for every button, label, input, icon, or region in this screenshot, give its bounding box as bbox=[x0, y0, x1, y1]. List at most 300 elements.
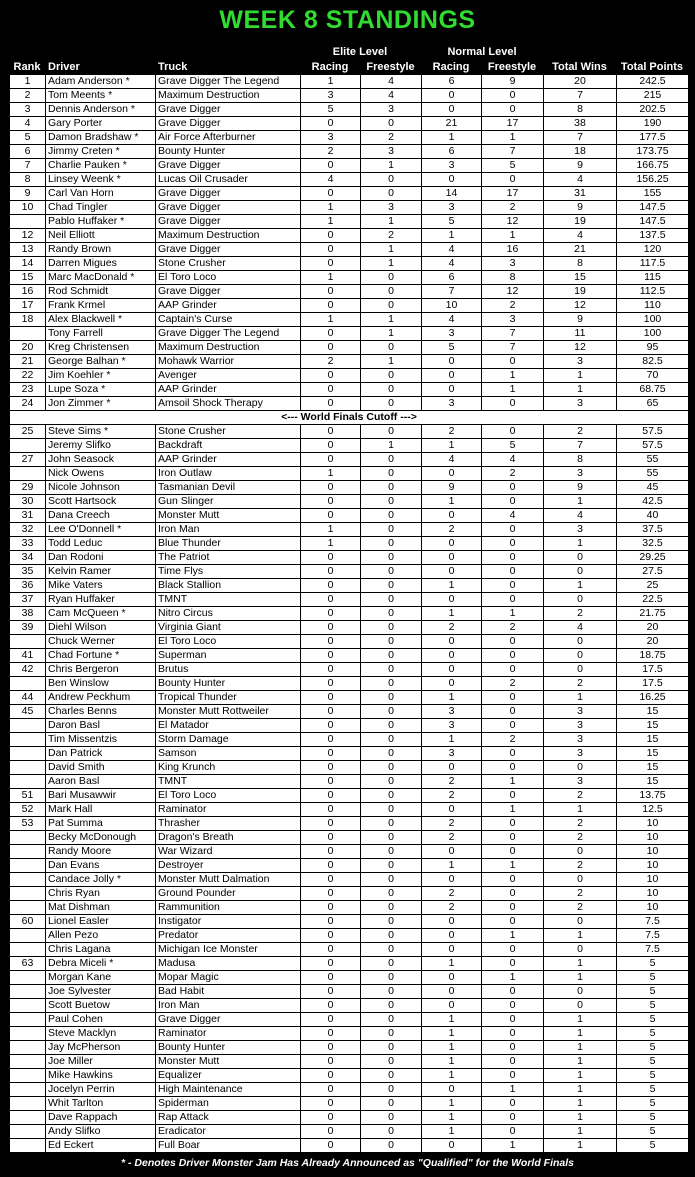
cell-elite-racing: 0 bbox=[301, 1041, 361, 1055]
cell-truck: Storm Damage bbox=[156, 733, 301, 747]
cell-elite-racing: 0 bbox=[301, 817, 361, 831]
cell-total-points: 15 bbox=[617, 775, 689, 789]
cell-elite-racing: 3 bbox=[301, 89, 361, 103]
cell-driver: John Seasock bbox=[46, 453, 156, 467]
cell-total-wins: 0 bbox=[544, 565, 617, 579]
col-header-normal-racing: Racing bbox=[432, 61, 470, 73]
table-row bbox=[10, 565, 689, 579]
table-row bbox=[10, 285, 689, 299]
cell-driver: Jimmy Creten * bbox=[46, 145, 156, 159]
cell-rank: 36 bbox=[10, 579, 46, 593]
cell-driver: Whit Tarlton bbox=[46, 1097, 156, 1111]
cell-truck: Grave Digger bbox=[156, 1013, 301, 1027]
table-row bbox=[10, 383, 689, 397]
cell-total-wins: 1 bbox=[544, 1013, 617, 1027]
cell-elite-freestyle: 0 bbox=[361, 425, 422, 439]
cell-normal-racing: 1 bbox=[422, 1069, 482, 1083]
cell-rank: 23 bbox=[10, 383, 46, 397]
cell-elite-racing: 0 bbox=[301, 747, 361, 761]
table-row bbox=[10, 999, 689, 1013]
cell-total-points: 5 bbox=[617, 1027, 689, 1041]
cell-rank: 10 bbox=[10, 201, 46, 215]
standings-body bbox=[10, 75, 689, 1153]
cell-normal-freestyle: 2 bbox=[482, 467, 544, 481]
cell-driver: Mark Hall bbox=[46, 803, 156, 817]
cell-elite-freestyle: 0 bbox=[361, 859, 422, 873]
cell-elite-freestyle: 0 bbox=[361, 929, 422, 943]
cell-total-points: 55 bbox=[617, 453, 689, 467]
table-row bbox=[10, 201, 689, 215]
cell-truck: Grave Digger bbox=[156, 201, 301, 215]
table-row bbox=[10, 89, 689, 103]
cell-total-wins: 8 bbox=[544, 257, 617, 271]
cell-elite-freestyle: 0 bbox=[361, 173, 422, 187]
cell-normal-freestyle: 0 bbox=[482, 1013, 544, 1027]
cell-rank: 63 bbox=[10, 957, 46, 971]
cell-elite-freestyle: 0 bbox=[361, 453, 422, 467]
cell-total-wins: 9 bbox=[544, 481, 617, 495]
cell-total-wins: 1 bbox=[544, 579, 617, 593]
cell-elite-racing: 0 bbox=[301, 831, 361, 845]
cell-rank bbox=[10, 1055, 46, 1069]
cell-total-wins: 4 bbox=[544, 229, 617, 243]
cell-normal-racing: 4 bbox=[422, 243, 482, 257]
cell-total-points: 7.5 bbox=[617, 929, 689, 943]
cell-total-points: 22.5 bbox=[617, 593, 689, 607]
cell-elite-freestyle: 0 bbox=[361, 873, 422, 887]
cell-elite-freestyle: 0 bbox=[361, 1125, 422, 1139]
table-row bbox=[10, 271, 689, 285]
cell-normal-racing: 0 bbox=[422, 663, 482, 677]
cell-total-wins: 7 bbox=[544, 439, 617, 453]
cell-normal-freestyle: 0 bbox=[482, 719, 544, 733]
cell-total-points: 112.5 bbox=[617, 285, 689, 299]
cell-driver: Neil Elliott bbox=[46, 229, 156, 243]
cell-elite-freestyle: 1 bbox=[361, 159, 422, 173]
cell-elite-freestyle: 0 bbox=[361, 1041, 422, 1055]
cell-elite-freestyle: 0 bbox=[361, 117, 422, 131]
cell-normal-freestyle: 0 bbox=[482, 761, 544, 775]
cell-truck: Backdraft bbox=[156, 439, 301, 453]
cell-normal-racing: 2 bbox=[422, 621, 482, 635]
cell-truck: Nitro Circus bbox=[156, 607, 301, 621]
cell-driver: Kreg Christensen bbox=[46, 341, 156, 355]
cell-elite-racing: 1 bbox=[301, 313, 361, 327]
cell-elite-racing: 0 bbox=[301, 397, 361, 411]
cell-total-wins: 19 bbox=[544, 215, 617, 229]
cell-total-wins: 2 bbox=[544, 677, 617, 691]
cell-normal-freestyle: 1 bbox=[482, 859, 544, 873]
table-row bbox=[10, 131, 689, 145]
cell-truck: Rap Attack bbox=[156, 1111, 301, 1125]
cell-normal-freestyle: 0 bbox=[482, 831, 544, 845]
cell-elite-racing: 0 bbox=[301, 1055, 361, 1069]
cell-elite-freestyle: 0 bbox=[361, 775, 422, 789]
cell-total-wins: 9 bbox=[544, 159, 617, 173]
table-row bbox=[10, 369, 689, 383]
cell-total-wins: 1 bbox=[544, 495, 617, 509]
table-row bbox=[10, 453, 689, 467]
cell-total-points: 25 bbox=[617, 579, 689, 593]
cell-normal-freestyle: 0 bbox=[482, 943, 544, 957]
cell-elite-racing: 0 bbox=[301, 775, 361, 789]
cell-normal-freestyle: 0 bbox=[482, 425, 544, 439]
cell-truck: War Wizard bbox=[156, 845, 301, 859]
cell-driver: Tom Meents * bbox=[46, 89, 156, 103]
cell-driver: Lupe Soza * bbox=[46, 383, 156, 397]
cell-truck: Spiderman bbox=[156, 1097, 301, 1111]
cell-elite-racing: 0 bbox=[301, 159, 361, 173]
cell-elite-racing: 0 bbox=[301, 691, 361, 705]
cell-normal-freestyle: 0 bbox=[482, 481, 544, 495]
cell-rank bbox=[10, 831, 46, 845]
cell-total-points: 16.25 bbox=[617, 691, 689, 705]
cell-rank bbox=[10, 1041, 46, 1055]
cell-normal-racing: 0 bbox=[422, 649, 482, 663]
cell-normal-racing: 2 bbox=[422, 831, 482, 845]
table-row bbox=[10, 425, 689, 439]
cell-truck: Iron Outlaw bbox=[156, 467, 301, 481]
cell-truck: Eradicator bbox=[156, 1125, 301, 1139]
cell-normal-freestyle: 1 bbox=[482, 971, 544, 985]
table-row bbox=[10, 1125, 689, 1139]
cell-driver: Tony Farrell bbox=[46, 327, 156, 341]
cell-elite-racing: 0 bbox=[301, 929, 361, 943]
cell-rank bbox=[10, 1097, 46, 1111]
cell-total-wins: 9 bbox=[544, 313, 617, 327]
cell-total-wins: 11 bbox=[544, 327, 617, 341]
cell-normal-racing: 10 bbox=[422, 299, 482, 313]
cell-normal-racing: 1 bbox=[422, 957, 482, 971]
page-title: WEEK 8 STANDINGS bbox=[219, 6, 476, 34]
cell-driver: Mat Dishman bbox=[46, 901, 156, 915]
cell-total-wins: 3 bbox=[544, 523, 617, 537]
cell-truck: Tasmanian Devil bbox=[156, 481, 301, 495]
col-header-total-points: Total Points bbox=[620, 61, 684, 73]
cell-normal-racing: 0 bbox=[422, 971, 482, 985]
cell-truck: Bounty Hunter bbox=[156, 1041, 301, 1055]
cell-driver: Jon Zimmer * bbox=[46, 397, 156, 411]
cell-total-points: 120 bbox=[617, 243, 689, 257]
table-row bbox=[10, 117, 689, 131]
cell-driver: Chris Bergeron bbox=[46, 663, 156, 677]
cell-truck: Full Boar bbox=[156, 1139, 301, 1153]
cell-rank: 4 bbox=[10, 117, 46, 131]
cell-normal-racing: 0 bbox=[422, 999, 482, 1013]
cell-total-wins: 8 bbox=[544, 103, 617, 117]
cell-total-wins: 7 bbox=[544, 131, 617, 145]
cell-normal-freestyle: 12 bbox=[482, 215, 544, 229]
cell-normal-racing: 6 bbox=[422, 271, 482, 285]
cell-total-points: 20 bbox=[617, 635, 689, 649]
cell-truck: Monster Mutt bbox=[156, 509, 301, 523]
cell-normal-freestyle: 5 bbox=[482, 159, 544, 173]
cell-rank: 37 bbox=[10, 593, 46, 607]
cell-normal-racing: 2 bbox=[422, 775, 482, 789]
cell-rank bbox=[10, 845, 46, 859]
cell-normal-freestyle: 1 bbox=[482, 369, 544, 383]
cell-total-wins: 0 bbox=[544, 985, 617, 999]
cell-normal-freestyle: 0 bbox=[482, 663, 544, 677]
cell-normal-racing: 2 bbox=[422, 887, 482, 901]
cell-rank: 29 bbox=[10, 481, 46, 495]
cell-driver: Andy Slifko bbox=[46, 1125, 156, 1139]
cell-normal-racing: 0 bbox=[422, 369, 482, 383]
cell-elite-freestyle: 0 bbox=[361, 649, 422, 663]
cell-elite-racing: 0 bbox=[301, 873, 361, 887]
cell-elite-racing: 0 bbox=[301, 453, 361, 467]
table-row bbox=[10, 1097, 689, 1111]
cell-truck: Grave Digger bbox=[156, 243, 301, 257]
cell-elite-freestyle: 0 bbox=[361, 523, 422, 537]
cell-normal-freestyle: 9 bbox=[482, 75, 544, 89]
cell-elite-freestyle: 0 bbox=[361, 607, 422, 621]
cell-elite-freestyle: 0 bbox=[361, 1111, 422, 1125]
cell-normal-racing: 1 bbox=[422, 131, 482, 145]
elite-level-header: Elite Level bbox=[332, 46, 388, 58]
cell-elite-freestyle: 0 bbox=[361, 971, 422, 985]
cell-normal-racing: 2 bbox=[422, 425, 482, 439]
cell-elite-freestyle: 0 bbox=[361, 887, 422, 901]
table-row bbox=[10, 621, 689, 635]
cell-elite-freestyle: 0 bbox=[361, 481, 422, 495]
table-row bbox=[10, 187, 689, 201]
table-row bbox=[10, 649, 689, 663]
table-row bbox=[10, 1139, 689, 1153]
cell-rank bbox=[10, 1027, 46, 1041]
cell-elite-racing: 0 bbox=[301, 341, 361, 355]
table-row bbox=[10, 887, 689, 901]
cell-elite-freestyle: 0 bbox=[361, 957, 422, 971]
table-row bbox=[10, 719, 689, 733]
cell-total-wins: 3 bbox=[544, 467, 617, 481]
cell-driver: Randy Moore bbox=[46, 845, 156, 859]
cell-rank: 31 bbox=[10, 509, 46, 523]
cell-rank bbox=[10, 761, 46, 775]
cell-total-points: 5 bbox=[617, 985, 689, 999]
cell-total-points: 177.5 bbox=[617, 131, 689, 145]
cell-elite-racing: 0 bbox=[301, 1111, 361, 1125]
cell-total-points: 5 bbox=[617, 1125, 689, 1139]
cell-rank: 51 bbox=[10, 789, 46, 803]
cell-normal-freestyle: 0 bbox=[482, 565, 544, 579]
cell-driver: Nick Owens bbox=[46, 467, 156, 481]
cell-normal-racing: 0 bbox=[422, 173, 482, 187]
cell-total-wins: 7 bbox=[544, 89, 617, 103]
cell-normal-freestyle: 2 bbox=[482, 299, 544, 313]
cell-driver: Kelvin Ramer bbox=[46, 565, 156, 579]
cell-total-points: 68.75 bbox=[617, 383, 689, 397]
cell-elite-freestyle: 0 bbox=[361, 1097, 422, 1111]
cell-normal-racing: 1 bbox=[422, 1097, 482, 1111]
cell-normal-freestyle: 0 bbox=[482, 1069, 544, 1083]
cell-driver: Randy Brown bbox=[46, 243, 156, 257]
cell-rank: 42 bbox=[10, 663, 46, 677]
cell-driver: George Balhan * bbox=[46, 355, 156, 369]
cell-elite-racing: 4 bbox=[301, 173, 361, 187]
cell-rank bbox=[10, 859, 46, 873]
cell-total-points: 117.5 bbox=[617, 257, 689, 271]
cell-elite-freestyle: 0 bbox=[361, 551, 422, 565]
cell-elite-racing: 1 bbox=[301, 271, 361, 285]
cell-driver: Ed Eckert bbox=[46, 1139, 156, 1153]
cell-total-points: 27.5 bbox=[617, 565, 689, 579]
cell-elite-freestyle: 2 bbox=[361, 131, 422, 145]
cell-elite-freestyle: 0 bbox=[361, 1055, 422, 1069]
cell-total-points: 7.5 bbox=[617, 915, 689, 929]
col-header-rank: Rank bbox=[13, 61, 41, 73]
cell-elite-racing: 0 bbox=[301, 481, 361, 495]
cell-rank: 44 bbox=[10, 691, 46, 705]
cell-driver: Steve Sims * bbox=[46, 425, 156, 439]
col-header-driver: Driver bbox=[48, 61, 80, 73]
cell-normal-racing: 2 bbox=[422, 901, 482, 915]
cell-truck: Maximum Destruction bbox=[156, 89, 301, 103]
cell-normal-freestyle: 0 bbox=[482, 523, 544, 537]
cell-total-points: 5 bbox=[617, 1111, 689, 1125]
cell-elite-freestyle: 0 bbox=[361, 677, 422, 691]
cell-normal-racing: 0 bbox=[422, 943, 482, 957]
cell-normal-freestyle: 3 bbox=[482, 313, 544, 327]
cell-elite-racing: 0 bbox=[301, 845, 361, 859]
cell-total-points: 32.5 bbox=[617, 537, 689, 551]
cell-total-points: 57.5 bbox=[617, 439, 689, 453]
cell-truck: Predator bbox=[156, 929, 301, 943]
cell-rank bbox=[10, 635, 46, 649]
cell-normal-racing: 0 bbox=[422, 509, 482, 523]
cell-rank bbox=[10, 985, 46, 999]
cell-elite-racing: 0 bbox=[301, 649, 361, 663]
cell-rank bbox=[10, 901, 46, 915]
cell-normal-freestyle: 2 bbox=[482, 733, 544, 747]
cell-total-wins: 4 bbox=[544, 621, 617, 635]
cell-elite-freestyle: 1 bbox=[361, 215, 422, 229]
cell-elite-racing: 0 bbox=[301, 299, 361, 313]
cell-driver: Linsey Weenk * bbox=[46, 173, 156, 187]
cell-driver: Mike Hawkins bbox=[46, 1069, 156, 1083]
cell-total-wins: 0 bbox=[544, 845, 617, 859]
cell-normal-racing: 0 bbox=[422, 467, 482, 481]
cell-elite-freestyle: 0 bbox=[361, 537, 422, 551]
cell-normal-freestyle: 1 bbox=[482, 131, 544, 145]
cell-total-wins: 3 bbox=[544, 775, 617, 789]
cell-total-wins: 2 bbox=[544, 817, 617, 831]
cell-total-wins: 21 bbox=[544, 243, 617, 257]
cell-normal-racing: 0 bbox=[422, 1083, 482, 1097]
cell-driver: Chad Tingler bbox=[46, 201, 156, 215]
cell-driver: Frank Krmel bbox=[46, 299, 156, 313]
cell-total-points: 166.75 bbox=[617, 159, 689, 173]
cell-elite-racing: 0 bbox=[301, 579, 361, 593]
cell-elite-racing: 0 bbox=[301, 565, 361, 579]
cell-total-points: 10 bbox=[617, 817, 689, 831]
cell-normal-racing: 1 bbox=[422, 1125, 482, 1139]
cell-normal-racing: 3 bbox=[422, 705, 482, 719]
cell-normal-freestyle: 2 bbox=[482, 201, 544, 215]
cell-total-points: 95 bbox=[617, 341, 689, 355]
cell-elite-freestyle: 0 bbox=[361, 271, 422, 285]
cell-normal-freestyle: 8 bbox=[482, 271, 544, 285]
cell-truck: Iron Man bbox=[156, 523, 301, 537]
table-row bbox=[10, 901, 689, 915]
table-row bbox=[10, 1111, 689, 1125]
cell-truck: Grave Digger bbox=[156, 285, 301, 299]
cell-elite-racing: 0 bbox=[301, 635, 361, 649]
cell-normal-racing: 21 bbox=[422, 117, 482, 131]
cell-normal-freestyle: 0 bbox=[482, 89, 544, 103]
cell-normal-racing: 14 bbox=[422, 187, 482, 201]
cell-total-wins: 2 bbox=[544, 607, 617, 621]
cell-elite-racing: 0 bbox=[301, 999, 361, 1013]
cell-total-wins: 0 bbox=[544, 943, 617, 957]
cell-elite-freestyle: 0 bbox=[361, 915, 422, 929]
cell-elite-freestyle: 0 bbox=[361, 341, 422, 355]
cell-elite-racing: 0 bbox=[301, 439, 361, 453]
cell-elite-freestyle: 0 bbox=[361, 691, 422, 705]
cell-truck: Amsoil Shock Therapy bbox=[156, 397, 301, 411]
cell-total-wins: 1 bbox=[544, 1139, 617, 1153]
cell-elite-freestyle: 0 bbox=[361, 635, 422, 649]
cell-rank bbox=[10, 1125, 46, 1139]
table-row bbox=[10, 229, 689, 243]
cell-normal-racing: 0 bbox=[422, 929, 482, 943]
table-row bbox=[10, 747, 689, 761]
cell-normal-racing: 1 bbox=[422, 859, 482, 873]
cell-elite-freestyle: 0 bbox=[361, 817, 422, 831]
cell-elite-freestyle: 0 bbox=[361, 621, 422, 635]
cell-total-wins: 3 bbox=[544, 705, 617, 719]
cell-truck: El Toro Loco bbox=[156, 271, 301, 285]
cell-rank: 8 bbox=[10, 173, 46, 187]
table-row bbox=[10, 145, 689, 159]
cell-elite-racing: 0 bbox=[301, 425, 361, 439]
cell-truck: High Maintenance bbox=[156, 1083, 301, 1097]
cell-elite-racing: 0 bbox=[301, 607, 361, 621]
cell-total-points: 20 bbox=[617, 621, 689, 635]
cell-total-wins: 0 bbox=[544, 873, 617, 887]
table-row bbox=[10, 495, 689, 509]
cell-elite-racing: 0 bbox=[301, 551, 361, 565]
cell-driver: Morgan Kane bbox=[46, 971, 156, 985]
cell-rank: 41 bbox=[10, 649, 46, 663]
cell-total-points: 10 bbox=[617, 873, 689, 887]
table-row bbox=[10, 691, 689, 705]
cell-elite-racing: 0 bbox=[301, 915, 361, 929]
cell-total-wins: 1 bbox=[544, 1111, 617, 1125]
cell-driver: Damon Bradshaw * bbox=[46, 131, 156, 145]
cell-total-points: 10 bbox=[617, 845, 689, 859]
cell-elite-freestyle: 0 bbox=[361, 845, 422, 859]
cell-total-wins: 1 bbox=[544, 383, 617, 397]
cell-truck: Rammunition bbox=[156, 901, 301, 915]
cell-rank bbox=[10, 1013, 46, 1027]
table-row bbox=[10, 859, 689, 873]
cell-driver: Debra Miceli * bbox=[46, 957, 156, 971]
cell-total-points: 137.5 bbox=[617, 229, 689, 243]
cell-total-wins: 1 bbox=[544, 1097, 617, 1111]
table-row bbox=[10, 915, 689, 929]
cell-total-points: 15 bbox=[617, 719, 689, 733]
cell-normal-racing: 1 bbox=[422, 495, 482, 509]
cell-truck: Virginia Giant bbox=[156, 621, 301, 635]
cell-driver: Aaron Basl bbox=[46, 775, 156, 789]
cell-rank bbox=[10, 747, 46, 761]
cell-elite-freestyle: 3 bbox=[361, 201, 422, 215]
table-row bbox=[10, 439, 689, 453]
cell-normal-freestyle: 0 bbox=[482, 705, 544, 719]
cell-normal-racing: 1 bbox=[422, 579, 482, 593]
world-finals-cutoff-row bbox=[10, 411, 689, 425]
